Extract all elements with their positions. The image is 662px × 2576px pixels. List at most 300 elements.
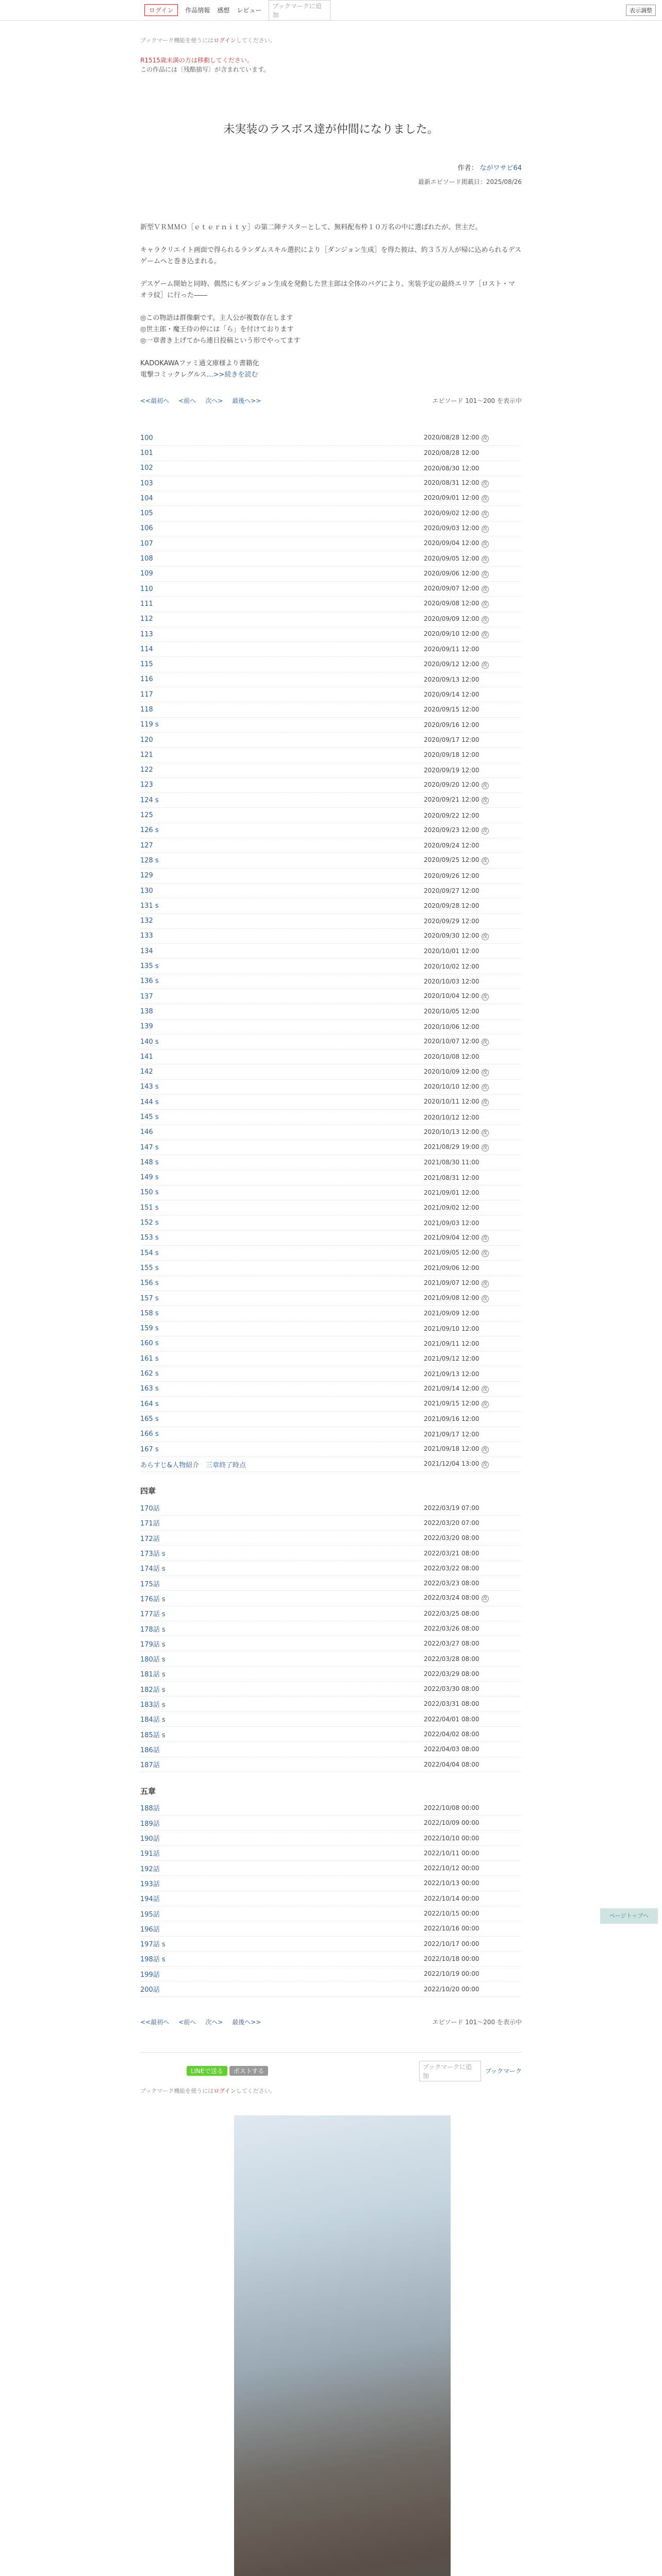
episode-date: 2020/10/09 12:00 改 [424, 1068, 522, 1076]
episode-link[interactable]: あらすじ&人物紹介 三章終了時点 [140, 1461, 246, 1469]
pager-prev[interactable]: <前へ [178, 2018, 196, 2026]
episode-link[interactable]: 164 s [140, 1400, 159, 1408]
episode-link[interactable]: 198話 s [140, 1956, 166, 1964]
episode-link[interactable]: 187話 [140, 1761, 160, 1770]
episode-link[interactable]: 157 s [140, 1294, 159, 1302]
episode-link[interactable]: 140 s [140, 1038, 159, 1046]
episode-link[interactable]: 102 [140, 464, 153, 472]
episode-row [140, 1321, 522, 1336]
episode-row [140, 1231, 522, 1246]
episode-link[interactable]: 124 s [140, 796, 159, 804]
episode-row [140, 1891, 522, 1906]
episode-row [140, 1667, 522, 1682]
episode-date: 2021/08/30 11:00 [424, 1159, 479, 1166]
episode-row [140, 1516, 522, 1531]
pager-next[interactable]: 次へ> [205, 397, 223, 404]
revised-icon: 改 [482, 1039, 489, 1046]
episode-link[interactable]: 106 [140, 524, 153, 533]
episode-row [140, 1185, 522, 1200]
episode-date: 2022/10/11 00:00 [424, 1849, 479, 1857]
episode-link[interactable]: 120 [140, 736, 153, 744]
episode-link[interactable]: 134 [140, 947, 153, 955]
episode-link[interactable]: 104 [140, 494, 153, 502]
episode-row [140, 989, 522, 1004]
revised-icon: 改 [482, 1069, 489, 1076]
login-link[interactable]: ログイン [213, 37, 236, 44]
episode-date: 2022/04/02 08:00 [424, 1731, 479, 1738]
bookmark-add-button[interactable]: ブックマークに追加 [269, 0, 330, 21]
episode-row [140, 1382, 522, 1397]
episode-date: 2022/04/03 08:00 [424, 1745, 479, 1753]
revised-icon: 改 [482, 1129, 489, 1137]
episode-date: 2020/09/07 12:00 改 [424, 585, 522, 593]
episode-date: 2021/09/06 12:00 [424, 1264, 479, 1272]
author-link[interactable]: ながワサビ64 [479, 164, 522, 172]
episode-link[interactable]: 160 s [140, 1340, 159, 1348]
episode-date: 2022/03/19 07:00 [424, 1504, 479, 1512]
episode-link[interactable]: 147 s [140, 1143, 159, 1151]
episode-row [140, 1110, 522, 1125]
revised-icon: 改 [482, 1235, 489, 1242]
episode-link[interactable]: 127 [140, 841, 153, 850]
episode-date: 2020/09/20 12:00 改 [424, 781, 522, 789]
episode-date: 2022/03/23 08:00 [424, 1580, 479, 1587]
episode-row [140, 491, 522, 506]
pager-first[interactable]: <<最初へ [140, 2018, 170, 2026]
episode-link[interactable]: 130 [140, 887, 153, 895]
episode-date: 2021/09/07 12:00 改 [424, 1279, 522, 1287]
episode-row [140, 1697, 522, 1711]
episode-date: 2022/03/27 08:00 [424, 1640, 479, 1648]
episode-link[interactable]: 178話 s [140, 1625, 166, 1634]
episode-link[interactable]: 171話 [140, 1520, 160, 1528]
episode-date: 2022/10/18 00:00 [424, 1955, 479, 1962]
pager-next[interactable]: 次へ> [205, 2018, 223, 2026]
episode-date: 2021/09/11 12:00 [424, 1340, 479, 1347]
episode-date: 2021/08/29 19:00 改 [424, 1143, 522, 1151]
episode-link[interactable]: 175話 [140, 1580, 160, 1588]
episode-link[interactable]: 108 [140, 555, 153, 563]
episode-row [140, 1035, 522, 1049]
episode-link[interactable]: 196話 [140, 1925, 160, 1934]
episode-link[interactable]: 195話 [140, 1910, 160, 1919]
episode-link[interactable]: 177話 s [140, 1611, 166, 1619]
episode-link[interactable]: 118 [140, 705, 153, 714]
episode-date: 2020/09/10 12:00 改 [424, 630, 522, 638]
episode-row [140, 869, 522, 884]
episode-date: 2022/03/31 08:00 [424, 1700, 479, 1708]
pager-prev[interactable]: <前へ [178, 397, 196, 404]
read-more-link[interactable]: >>続きを読む [213, 371, 258, 379]
episode-date: 2021/09/13 12:00 [424, 1370, 479, 1378]
episode-date: 2020/09/30 12:00 改 [424, 932, 522, 940]
episode-date: 2021/09/05 12:00 改 [424, 1249, 522, 1257]
nav-review[interactable]: レビュー [237, 7, 262, 14]
episode-row [140, 1080, 522, 1095]
episode-date: 2022/10/17 00:00 [424, 1940, 479, 1947]
episode-date: 2020/09/22 12:00 [424, 811, 479, 819]
episode-row [140, 1967, 522, 1981]
episode-link[interactable]: 146 [140, 1128, 153, 1137]
episode-date: 2020/08/30 12:00 [424, 464, 479, 472]
episode-link[interactable]: 100 [140, 434, 153, 442]
episode-row [140, 748, 522, 762]
episode-row [140, 778, 522, 793]
revised-icon: 改 [482, 540, 489, 548]
episode-date: 2020/10/01 12:00 [424, 947, 479, 955]
episode-date: 2020/09/29 12:00 [424, 917, 479, 925]
revised-icon: 改 [482, 1386, 489, 1393]
episode-link[interactable]: 150 s [140, 1189, 159, 1197]
episode-date: 2020/09/23 12:00 改 [424, 826, 522, 835]
episode-date: 2022/03/26 08:00 [424, 1625, 479, 1632]
episode-date: 2022/04/01 08:00 [424, 1715, 479, 1723]
post-share-button[interactable]: ポストする [229, 2066, 269, 2076]
episode-link[interactable]: 162 s [140, 1370, 159, 1378]
episode-date: 2021/09/17 12:00 [424, 1430, 479, 1438]
episode-row [140, 1531, 522, 1546]
episode-link[interactable]: 192話 [140, 1865, 160, 1873]
revised-icon: 改 [482, 1280, 489, 1287]
pager-count: エピソード 101～200 を表示中 [432, 397, 522, 404]
episode-row [140, 1291, 522, 1306]
revised-icon: 改 [482, 601, 489, 608]
episode-link[interactable]: 174話 s [140, 1565, 166, 1573]
episode-row [140, 1276, 522, 1291]
display-settings-button[interactable]: 表示調整 [626, 5, 656, 16]
episode-date: 2022/04/04 08:00 [424, 1760, 479, 1768]
episode-link[interactable]: 161 s [140, 1354, 159, 1363]
episode-link[interactable]: 184話 s [140, 1716, 166, 1724]
episode-row [140, 657, 522, 672]
episode-link[interactable]: 125 [140, 811, 153, 820]
episode-link[interactable]: 139 [140, 1023, 153, 1031]
episode-link[interactable]: 170話 [140, 1505, 160, 1513]
episode-row [140, 884, 522, 899]
episode-link[interactable]: 110 [140, 585, 153, 593]
episode-link[interactable]: 156 s [140, 1279, 159, 1287]
age-notice: R1515歳未満の方は移動してください。 [140, 57, 253, 64]
episode-row [140, 582, 522, 597]
episode-row [140, 1846, 522, 1861]
episode-row [140, 1651, 522, 1666]
episode-date: 2022/03/24 08:00 改 [424, 1594, 522, 1602]
episode-link[interactable]: 132 [140, 917, 153, 925]
episode-date: 2022/03/20 07:00 [424, 1519, 479, 1527]
episode-link[interactable]: 186話 [140, 1746, 160, 1754]
page-top-button[interactable]: ページトップへ [600, 1908, 658, 1924]
episode-link[interactable]: 183話 s [140, 1701, 166, 1709]
episode-link[interactable]: 148 s [140, 1158, 159, 1166]
episode-link[interactable]: 119 s [140, 721, 159, 729]
novel-title: 未実装のラスボス達が仲間になりました。 [223, 123, 439, 136]
revised-icon: 改 [482, 933, 489, 940]
episode-date: 2022/03/29 08:00 [424, 1670, 479, 1677]
episode-row [140, 733, 522, 748]
episode-link[interactable]: 197話 s [140, 1941, 166, 1949]
episode-link[interactable]: 138 [140, 1007, 153, 1015]
episode-link[interactable]: 176話 s [140, 1595, 166, 1603]
login-notice: ブックマーク機能を使うにはログインしてください。 [140, 37, 276, 44]
episode-row [140, 1576, 522, 1591]
episode-row [140, 627, 522, 642]
episode-link[interactable]: 199話 [140, 1971, 160, 1979]
episode-date: 2021/09/01 12:00 [424, 1189, 479, 1196]
episode-row [140, 521, 522, 536]
episode-row [140, 1125, 522, 1140]
revised-icon: 改 [482, 782, 489, 789]
episode-link[interactable]: 116 [140, 675, 153, 684]
episode-row [140, 597, 522, 612]
episode-row [140, 959, 522, 974]
top-navigation [0, 0, 662, 21]
revised-icon: 改 [482, 586, 489, 593]
episode-row [140, 446, 522, 461]
episode-link[interactable]: 173話 s [140, 1550, 166, 1558]
episode-date: 2020/09/08 12:00 改 [424, 600, 522, 608]
episode-link[interactable]: 117 [140, 690, 153, 699]
pager-last[interactable]: 最後へ>> [232, 397, 261, 404]
bookmark-add-button[interactable]: ブックマークに追加 [419, 2061, 481, 2081]
episode-row [140, 1921, 522, 1936]
login-button[interactable]: ログイン [144, 4, 178, 16]
episode-link[interactable]: 194話 [140, 1895, 160, 1904]
episode-link[interactable]: 152 s [140, 1219, 159, 1227]
revised-icon: 改 [482, 1401, 489, 1408]
episode-link[interactable]: 105 [140, 510, 153, 518]
revised-icon: 改 [482, 526, 489, 533]
episode-link[interactable]: 121 [140, 751, 153, 759]
episode-link[interactable]: 191話 [140, 1850, 160, 1858]
episode-link[interactable]: 144 s [140, 1098, 159, 1106]
episode-link[interactable]: 154 s [140, 1249, 159, 1257]
revised-icon: 改 [482, 1461, 489, 1468]
episode-link[interactable]: 181話 s [140, 1671, 166, 1679]
episode-row [140, 1591, 522, 1606]
episode-row [140, 823, 522, 838]
revised-icon: 改 [482, 1144, 489, 1151]
episode-link[interactable]: 133 [140, 932, 153, 940]
episode-date: 2020/09/14 12:00 [424, 691, 479, 699]
episode-date: 2020/09/15 12:00 [424, 706, 479, 714]
episode-link[interactable]: 103 [140, 479, 153, 487]
episode-row [140, 974, 522, 989]
episode-link[interactable]: 185話 s [140, 1731, 166, 1739]
episode-date: 2021/09/12 12:00 [424, 1355, 479, 1363]
episode-date: 2021/09/18 12:00 改 [424, 1445, 522, 1453]
episode-row [140, 642, 522, 657]
episode-link[interactable]: 193話 [140, 1880, 160, 1888]
episode-date: 2020/10/13 12:00 改 [424, 1128, 522, 1137]
episode-row [140, 476, 522, 491]
episode-date: 2020/10/12 12:00 [424, 1113, 479, 1121]
episode-date: 2020/09/21 12:00 改 [424, 796, 522, 804]
revised-icon: 改 [482, 480, 489, 487]
revised-icon: 改 [482, 571, 489, 578]
episode-row [140, 763, 522, 778]
episode-date: 2020/09/26 12:00 [424, 872, 479, 879]
episode-link[interactable]: 126 s [140, 826, 159, 835]
episode-link[interactable]: 190話 [140, 1835, 160, 1843]
pager-top [140, 396, 522, 405]
episode-link[interactable]: 145 s [140, 1113, 159, 1121]
book-cover-image[interactable] [234, 2115, 451, 2576]
episode-link[interactable]: 143 s [140, 1083, 159, 1091]
nav-info[interactable]: 作品情報 [185, 7, 210, 14]
episode-date: 2021/08/31 12:00 [424, 1174, 479, 1181]
episode-link[interactable]: 182話 s [140, 1686, 166, 1694]
episode-row [140, 1712, 522, 1727]
episode-link[interactable]: 135 s [140, 962, 159, 971]
episode-link[interactable]: 179話 s [140, 1640, 166, 1649]
episode-date: 2020/09/27 12:00 [424, 887, 479, 895]
episode-row [140, 1306, 522, 1321]
episode-link[interactable]: 128 s [140, 856, 159, 865]
episode-link[interactable]: 109 [140, 570, 153, 578]
episode-date: 2021/09/10 12:00 [424, 1325, 479, 1332]
episode-date: 2021/09/16 12:00 [424, 1415, 479, 1423]
main-content [140, 36, 522, 2576]
episode-date: 2020/09/28 12:00 [424, 902, 479, 910]
episode-row [140, 1366, 522, 1381]
episode-date: 2020/08/28 12:00 [424, 449, 479, 457]
episode-date: 2020/09/06 12:00 改 [424, 570, 522, 578]
episode-date: 2022/10/12 00:00 [424, 1865, 479, 1872]
revised-icon: 改 [482, 495, 489, 502]
bookmark-button[interactable]: ブックマーク [485, 2067, 522, 2075]
episode-link[interactable]: 101 [140, 449, 153, 457]
episode-row [140, 1020, 522, 1035]
episode-date: 2020/10/06 12:00 [424, 1023, 479, 1030]
line-share-button[interactable]: LINEで送る [187, 2066, 227, 2076]
episode-date: 2022/10/13 00:00 [424, 1879, 479, 1887]
nav-impressions[interactable]: 感想 [217, 7, 230, 14]
episode-link[interactable]: 114 [140, 645, 153, 653]
episode-link[interactable]: 141 [140, 1053, 153, 1061]
revised-icon: 改 [482, 631, 489, 638]
episode-date: 2022/10/09 00:00 [424, 1819, 479, 1827]
episode-date: 2020/08/28 12:00 改 [424, 434, 522, 442]
episode-row [140, 1682, 522, 1697]
episode-date: 2022/10/16 00:00 [424, 1925, 479, 1933]
episode-link[interactable]: 180話 s [140, 1656, 166, 1664]
episode-date: 2020/08/31 12:00 改 [424, 479, 522, 487]
episode-link[interactable]: 129 [140, 872, 153, 880]
episode-row [140, 1937, 522, 1952]
episode-row [140, 612, 522, 627]
episode-link[interactable]: 136 s [140, 977, 159, 986]
revised-icon: 改 [482, 616, 489, 623]
revised-icon: 改 [482, 797, 489, 804]
episode-date: 2021/09/08 12:00 改 [424, 1294, 522, 1302]
episode-link[interactable]: 107 [140, 539, 153, 548]
episode-link[interactable]: 123 [140, 781, 153, 789]
episode-row [140, 1500, 522, 1515]
episode-date: 2020/09/03 12:00 改 [424, 524, 522, 533]
episode-date: 2021/09/15 12:00 改 [424, 1400, 522, 1408]
episode-link[interactable]: 158 s [140, 1309, 159, 1317]
episode-link[interactable]: 115 [140, 660, 153, 669]
pager-first[interactable]: <<最初へ [140, 397, 170, 404]
episode-row [140, 1742, 522, 1757]
episode-row [140, 1155, 522, 1170]
episode-row [140, 1816, 522, 1831]
synopsis-paragraph: デスゲーム開始と同時、偶然にもダンジョン生成を発動した世主郎は全体のバグにより、実装予定の最終エリア［ロスト・マオラ紋］に行った―― [140, 280, 516, 299]
author-line: 作者： ながワサビ64 [457, 164, 522, 172]
episode-row [140, 687, 522, 702]
episode-row [140, 567, 522, 582]
login-link[interactable]: ログイン [213, 2087, 236, 2094]
episode-date: 2021/12/04 13:00 改 [424, 1460, 522, 1468]
episode-link[interactable]: 155 s [140, 1264, 159, 1272]
episode-link[interactable]: 137 [140, 992, 153, 1001]
episode-link[interactable]: 165 s [140, 1415, 159, 1423]
synopsis [140, 222, 522, 381]
episode-link[interactable]: 112 [140, 615, 153, 623]
episode-link[interactable]: 167 s [140, 1445, 159, 1453]
episode-link[interactable]: 200話 [140, 1986, 160, 1994]
episode-row [140, 838, 522, 853]
episode-link[interactable]: 122 [140, 766, 153, 774]
episode-link[interactable]: 188話 [140, 1805, 160, 1813]
episode-date: 2022/10/19 00:00 [424, 1970, 479, 1978]
episode-link[interactable]: 189話 [140, 1820, 160, 1828]
chapter-title: 五章 [140, 1786, 156, 1796]
episode-row [140, 431, 522, 446]
revised-icon: 改 [482, 1099, 489, 1106]
episode-date: 2022/10/10 00:00 [424, 1834, 479, 1842]
episode-link[interactable]: 166 s [140, 1430, 159, 1438]
episode-date: 2020/10/03 12:00 [424, 977, 479, 985]
episode-row [140, 1981, 522, 1996]
episode-link[interactable]: 159 s [140, 1325, 159, 1333]
episode-date: 2021/09/09 12:00 [424, 1310, 479, 1317]
last-updated: 最新エピソード掲載日：2025/08/26 [418, 178, 522, 185]
episode-row [140, 793, 522, 808]
pager-count: エピソード 101～200 を表示中 [432, 2018, 522, 2026]
synopsis-paragraph: KADOKAWAファミ通文庫様より書籍化 電撃コミックレグルス…>>続きを読む [140, 360, 259, 379]
episode-date: 2022/10/08 00:00 [424, 1804, 479, 1811]
episode-link[interactable]: 149 s [140, 1174, 159, 1182]
episode-row [140, 718, 522, 733]
share-bar [140, 2052, 522, 2081]
episode-row [140, 899, 522, 913]
episode-link[interactable]: 153 s [140, 1234, 159, 1242]
pager-last[interactable]: 最後へ>> [232, 2018, 261, 2026]
episode-row [140, 672, 522, 687]
episode-date: 2020/09/19 12:00 [424, 766, 479, 774]
episode-link[interactable]: 142 [140, 1068, 153, 1076]
episode-link[interactable]: 151 s [140, 1204, 159, 1212]
episode-date: 2020/10/07 12:00 改 [424, 1038, 522, 1046]
episode-date: 2020/09/09 12:00 改 [424, 615, 522, 623]
episode-row [140, 1246, 522, 1261]
revised-icon: 改 [482, 1446, 489, 1453]
episode-row [140, 1906, 522, 1921]
episode-link[interactable]: 131 s [140, 902, 159, 910]
episode-link[interactable]: 163 s [140, 1385, 159, 1393]
episode-link[interactable]: 113 [140, 630, 153, 638]
episode-date: 2020/09/12 12:00 改 [424, 660, 522, 669]
episode-date: 2021/09/04 12:00 改 [424, 1234, 522, 1242]
episode-link[interactable]: 111 [140, 600, 153, 608]
revised-icon: 改 [482, 1084, 489, 1091]
episode-date: 2020/10/10 12:00 改 [424, 1083, 522, 1091]
episode-row [140, 1861, 522, 1876]
episode-row [140, 1397, 522, 1412]
episode-link[interactable]: 172話 [140, 1535, 160, 1543]
episode-date: 2020/09/04 12:00 改 [424, 539, 522, 548]
